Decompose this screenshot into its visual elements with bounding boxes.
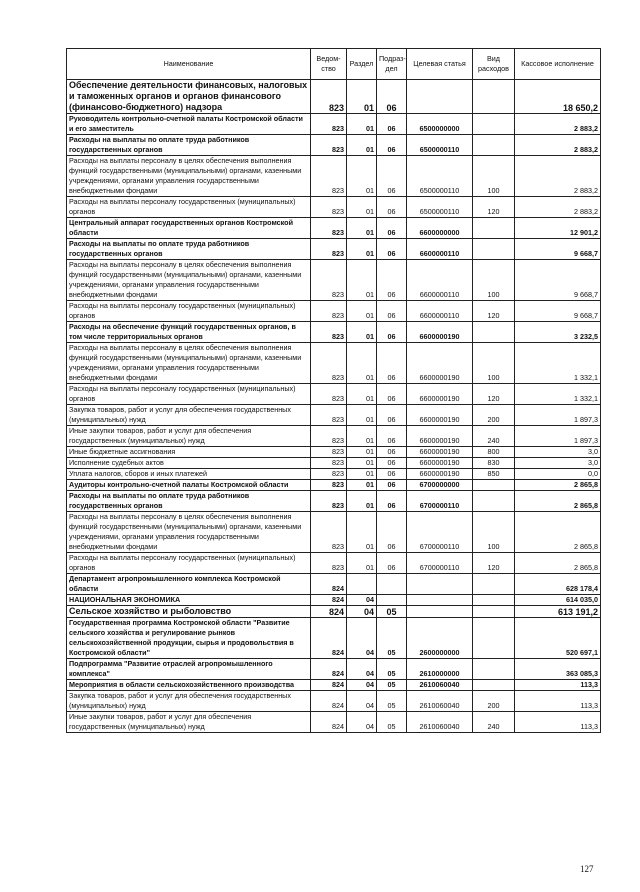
row-cash-execution: 2 883,2	[515, 114, 601, 135]
row-department: 824	[311, 618, 347, 659]
header-expense-type: Вид расходов	[473, 49, 515, 80]
row-section: 01	[347, 553, 377, 574]
row-name: Закупка товаров, работ и услуг для обеспечения государственных (муниципальных) нужд	[67, 405, 311, 426]
row-target-article: 6600000190	[407, 405, 473, 426]
row-department: 823	[311, 553, 347, 574]
row-department: 823	[311, 260, 347, 301]
row-section: 04	[347, 595, 377, 606]
row-subsection: 05	[377, 712, 407, 733]
row-target-article: 2610060040	[407, 712, 473, 733]
row-name: Департамент агропромышленного комплекса Костромской области	[67, 574, 311, 595]
row-name: Государственная программа Костромской области "Развитие сельского хозяйства и регулирование рынков сельскохозяйственной продукции, сырья и продовольствия в Костромской области"	[67, 618, 311, 659]
row-expense-type	[473, 322, 515, 343]
row-name: Расходы на выплаты персоналу в целях обеспечения выполнения функций государственными (муниципальными) органами, казенными учреждениями, органами управления государственными внебюджетными фондами	[67, 260, 311, 301]
table-row	[67, 239, 601, 260]
row-department: 823	[311, 114, 347, 135]
row-name: Расходы на выплаты персоналу в целях обеспечения выполнения функций государственными (муниципальными) органами, казенными учреждениями, органами управления государственными внебюджетными фондами	[67, 343, 311, 384]
row-section: 01	[347, 426, 377, 447]
row-name: Иные бюджетные ассигнования	[67, 447, 311, 458]
row-expense-type	[473, 659, 515, 680]
row-cash-execution: 520 697,1	[515, 618, 601, 659]
row-cash-execution: 1 332,1	[515, 384, 601, 405]
row-expense-type	[473, 480, 515, 491]
row-subsection: 05	[377, 618, 407, 659]
row-subsection: 06	[377, 512, 407, 553]
row-target-article	[407, 595, 473, 606]
row-expense-type	[473, 595, 515, 606]
row-section: 01	[347, 384, 377, 405]
row-subsection: 06	[377, 80, 407, 114]
row-section: 04	[347, 680, 377, 691]
row-target-article: 6600000190	[407, 384, 473, 405]
row-name: Аудиторы контрольно-счетной палаты Костромской области	[67, 480, 311, 491]
row-name: Руководитель контрольно-счетной палаты Костромской области и его заместитель	[67, 114, 311, 135]
row-subsection: 05	[377, 606, 407, 618]
row-expense-type: 240	[473, 712, 515, 733]
row-section: 01	[347, 114, 377, 135]
table-row	[67, 447, 601, 458]
table-row	[67, 469, 601, 480]
row-department: 823	[311, 197, 347, 218]
row-target-article: 2610060040	[407, 680, 473, 691]
row-expense-type: 120	[473, 301, 515, 322]
row-cash-execution: 2 883,2	[515, 156, 601, 197]
row-target-article: 6500000000	[407, 114, 473, 135]
row-target-article: 6600000000	[407, 218, 473, 239]
row-cash-execution: 9 668,7	[515, 260, 601, 301]
row-target-article	[407, 80, 473, 114]
row-cash-execution: 1 897,3	[515, 426, 601, 447]
row-target-article: 6500000110	[407, 135, 473, 156]
row-expense-type	[473, 218, 515, 239]
row-name: Исполнение судебных актов	[67, 458, 311, 469]
table-row	[67, 553, 601, 574]
row-expense-type: 120	[473, 384, 515, 405]
row-target-article: 6600000110	[407, 260, 473, 301]
table-row	[67, 322, 601, 343]
row-name: Расходы на обеспечение функций государственных органов, в том числе территориальных органов	[67, 322, 311, 343]
row-name: Расходы на выплаты по оплате труда работников государственных органов	[67, 491, 311, 512]
table-header-row	[67, 49, 601, 80]
row-cash-execution: 9 668,7	[515, 301, 601, 322]
row-department: 823	[311, 480, 347, 491]
row-subsection: 05	[377, 691, 407, 712]
row-department: 823	[311, 301, 347, 322]
row-name: Сельское хозяйство и рыболовство	[67, 606, 311, 618]
row-name: Уплата налогов, сборов и иных платежей	[67, 469, 311, 480]
row-target-article: 6600000190	[407, 426, 473, 447]
row-expense-type	[473, 135, 515, 156]
row-subsection: 06	[377, 239, 407, 260]
row-name: Закупка товаров, работ и услуг для обеспечения государственных (муниципальных) нужд	[67, 691, 311, 712]
row-section: 01	[347, 469, 377, 480]
row-target-article	[407, 606, 473, 618]
row-cash-execution: 0,0	[515, 469, 601, 480]
row-expense-type: 850	[473, 469, 515, 480]
row-cash-execution: 9 668,7	[515, 239, 601, 260]
table-row	[67, 301, 601, 322]
row-target-article: 6700000000	[407, 480, 473, 491]
row-expense-type: 100	[473, 512, 515, 553]
row-section: 01	[347, 512, 377, 553]
row-subsection: 06	[377, 447, 407, 458]
row-department: 823	[311, 491, 347, 512]
row-expense-type	[473, 114, 515, 135]
table-row	[67, 574, 601, 595]
row-section: 01	[347, 135, 377, 156]
row-cash-execution: 12 901,2	[515, 218, 601, 239]
row-name: Расходы на выплаты персоналу в целях обеспечения выполнения функций государственными (муниципальными) органами, казенными учреждениями, органами управления государственными внебюджетными фондами	[67, 156, 311, 197]
row-subsection: 06	[377, 135, 407, 156]
row-department: 823	[311, 156, 347, 197]
header-subsection: Подраз-дел	[377, 49, 407, 80]
table-row	[67, 343, 601, 384]
row-cash-execution: 18 650,2	[515, 80, 601, 114]
table-row	[67, 458, 601, 469]
header-name: Наименование	[67, 49, 311, 80]
row-cash-execution: 113,3	[515, 680, 601, 691]
row-expense-type	[473, 80, 515, 114]
row-section: 01	[347, 239, 377, 260]
table-row	[67, 606, 601, 618]
row-target-article: 6600000110	[407, 301, 473, 322]
table-row	[67, 680, 601, 691]
row-name: Расходы на выплаты персоналу в целях обеспечения выполнения функций государственными (муниципальными) органами, казенными учреждениями, органами управления государственными внебюджетными фондами	[67, 512, 311, 553]
row-subsection: 06	[377, 426, 407, 447]
row-expense-type: 100	[473, 156, 515, 197]
row-expense-type	[473, 491, 515, 512]
row-subsection: 06	[377, 156, 407, 197]
row-target-article: 2610000000	[407, 659, 473, 680]
row-cash-execution: 2 865,8	[515, 553, 601, 574]
row-department: 823	[311, 343, 347, 384]
row-expense-type: 240	[473, 426, 515, 447]
row-department: 823	[311, 135, 347, 156]
row-target-article: 6700000110	[407, 512, 473, 553]
table-row	[67, 426, 601, 447]
row-subsection: 06	[377, 553, 407, 574]
row-expense-type: 200	[473, 405, 515, 426]
row-section: 01	[347, 405, 377, 426]
row-section: 01	[347, 156, 377, 197]
row-cash-execution: 3,0	[515, 447, 601, 458]
row-section: 01	[347, 480, 377, 491]
row-section: 01	[347, 260, 377, 301]
row-section: 04	[347, 691, 377, 712]
row-subsection: 06	[377, 491, 407, 512]
row-section: 04	[347, 618, 377, 659]
header-section: Раздел	[347, 49, 377, 80]
row-expense-type	[473, 606, 515, 618]
row-subsection: 06	[377, 384, 407, 405]
row-expense-type: 100	[473, 260, 515, 301]
row-section: 01	[347, 491, 377, 512]
row-expense-type: 830	[473, 458, 515, 469]
header-department: Ведом-ство	[311, 49, 347, 80]
row-cash-execution: 628 178,4	[515, 574, 601, 595]
row-cash-execution: 3 232,5	[515, 322, 601, 343]
row-department: 824	[311, 574, 347, 595]
row-subsection: 06	[377, 260, 407, 301]
row-section	[347, 574, 377, 595]
row-department: 823	[311, 447, 347, 458]
row-subsection: 06	[377, 469, 407, 480]
row-name: Расходы на выплаты по оплате труда работников государственных органов	[67, 135, 311, 156]
row-target-article: 6600000190	[407, 469, 473, 480]
row-target-article: 6700000110	[407, 491, 473, 512]
row-name: Обеспечение деятельности финансовых, налоговых и таможенных органов и органов финансового (финансово-бюджетного) надзора	[67, 80, 311, 114]
row-subsection: 06	[377, 218, 407, 239]
row-cash-execution: 363 085,3	[515, 659, 601, 680]
row-department: 824	[311, 595, 347, 606]
row-target-article: 6700000110	[407, 553, 473, 574]
row-subsection	[377, 574, 407, 595]
header-cash-execution: Кассовое исполнение	[515, 49, 601, 80]
row-target-article: 6600000190	[407, 343, 473, 384]
table-row	[67, 480, 601, 491]
row-department: 823	[311, 322, 347, 343]
table-row	[67, 114, 601, 135]
row-cash-execution: 1 897,3	[515, 405, 601, 426]
row-department: 823	[311, 405, 347, 426]
row-target-article: 6500000110	[407, 197, 473, 218]
row-cash-execution: 2 883,2	[515, 135, 601, 156]
table-row	[67, 712, 601, 733]
table-row	[67, 197, 601, 218]
row-name: Подпрограмма "Развитие отраслей агропромышленного комплекса"	[67, 659, 311, 680]
row-department: 823	[311, 458, 347, 469]
row-subsection: 06	[377, 405, 407, 426]
row-expense-type: 120	[473, 197, 515, 218]
row-section: 04	[347, 712, 377, 733]
row-section: 01	[347, 80, 377, 114]
table-row	[67, 595, 601, 606]
row-subsection: 06	[377, 458, 407, 469]
row-name: Иные закупки товаров, работ и услуг для обеспечения государственных (муниципальных) нужд	[67, 426, 311, 447]
table-row	[67, 384, 601, 405]
row-department: 823	[311, 218, 347, 239]
row-department: 823	[311, 239, 347, 260]
row-cash-execution: 613 191,2	[515, 606, 601, 618]
row-name: Иные закупки товаров, работ и услуг для обеспечения государственных (муниципальных) нужд	[67, 712, 311, 733]
row-expense-type: 200	[473, 691, 515, 712]
table-row	[67, 659, 601, 680]
row-department: 824	[311, 659, 347, 680]
row-name: Мероприятия в области сельскохозяйственного производства	[67, 680, 311, 691]
row-name: НАЦИОНАЛЬНАЯ ЭКОНОМИКА	[67, 595, 311, 606]
row-expense-type	[473, 239, 515, 260]
row-section: 01	[347, 322, 377, 343]
row-section: 01	[347, 458, 377, 469]
row-section: 04	[347, 606, 377, 618]
row-subsection: 05	[377, 659, 407, 680]
row-section: 01	[347, 343, 377, 384]
row-department: 824	[311, 680, 347, 691]
row-expense-type: 120	[473, 553, 515, 574]
row-target-article: 6600000190	[407, 447, 473, 458]
table-row	[67, 691, 601, 712]
row-cash-execution: 614 035,0	[515, 595, 601, 606]
row-expense-type: 800	[473, 447, 515, 458]
header-target-article: Целевая статья	[407, 49, 473, 80]
row-section: 04	[347, 659, 377, 680]
table-row	[67, 405, 601, 426]
table-row	[67, 618, 601, 659]
row-name: Расходы на выплаты персоналу государственных (муниципальных) органов	[67, 197, 311, 218]
row-name: Расходы на выплаты персоналу государственных (муниципальных) органов	[67, 301, 311, 322]
row-expense-type	[473, 574, 515, 595]
row-subsection: 06	[377, 114, 407, 135]
row-department: 823	[311, 384, 347, 405]
row-cash-execution: 2 883,2	[515, 197, 601, 218]
page-number: 127	[580, 864, 594, 874]
row-cash-execution: 113,3	[515, 691, 601, 712]
table-row	[67, 260, 601, 301]
row-department: 824	[311, 712, 347, 733]
table-body	[67, 80, 601, 733]
table-row	[67, 512, 601, 553]
row-subsection: 06	[377, 343, 407, 384]
row-expense-type	[473, 680, 515, 691]
row-department: 823	[311, 469, 347, 480]
row-cash-execution: 2 865,8	[515, 491, 601, 512]
row-cash-execution: 1 332,1	[515, 343, 601, 384]
row-target-article: 2610060040	[407, 691, 473, 712]
row-target-article: 6600000110	[407, 239, 473, 260]
budget-execution-table	[66, 48, 601, 733]
budget-table-page	[66, 48, 600, 733]
row-section: 01	[347, 218, 377, 239]
row-cash-execution: 113,3	[515, 712, 601, 733]
row-department: 824	[311, 691, 347, 712]
table-row	[67, 156, 601, 197]
row-subsection: 06	[377, 322, 407, 343]
table-row	[67, 491, 601, 512]
row-expense-type: 100	[473, 343, 515, 384]
row-subsection	[377, 595, 407, 606]
row-department: 824	[311, 606, 347, 618]
row-target-article: 2600000000	[407, 618, 473, 659]
row-section: 01	[347, 447, 377, 458]
row-name: Расходы на выплаты персоналу государственных (муниципальных) органов	[67, 384, 311, 405]
row-subsection: 06	[377, 301, 407, 322]
row-subsection: 06	[377, 197, 407, 218]
row-department: 823	[311, 80, 347, 114]
row-cash-execution: 3,0	[515, 458, 601, 469]
row-subsection: 05	[377, 680, 407, 691]
row-expense-type	[473, 618, 515, 659]
table-row	[67, 218, 601, 239]
table-row	[67, 80, 601, 114]
row-subsection: 06	[377, 480, 407, 491]
row-target-article: 6600000190	[407, 458, 473, 469]
table-row	[67, 135, 601, 156]
row-cash-execution: 2 865,8	[515, 480, 601, 491]
row-department: 823	[311, 512, 347, 553]
row-section: 01	[347, 197, 377, 218]
row-section: 01	[347, 301, 377, 322]
row-name: Расходы на выплаты по оплате труда работников государственных органов	[67, 239, 311, 260]
row-name: Расходы на выплаты персоналу государственных (муниципальных) органов	[67, 553, 311, 574]
row-target-article: 6500000110	[407, 156, 473, 197]
row-name: Центральный аппарат государственных органов Костромской области	[67, 218, 311, 239]
row-target-article	[407, 574, 473, 595]
row-cash-execution: 2 865,8	[515, 512, 601, 553]
row-target-article: 6600000190	[407, 322, 473, 343]
row-department: 823	[311, 426, 347, 447]
